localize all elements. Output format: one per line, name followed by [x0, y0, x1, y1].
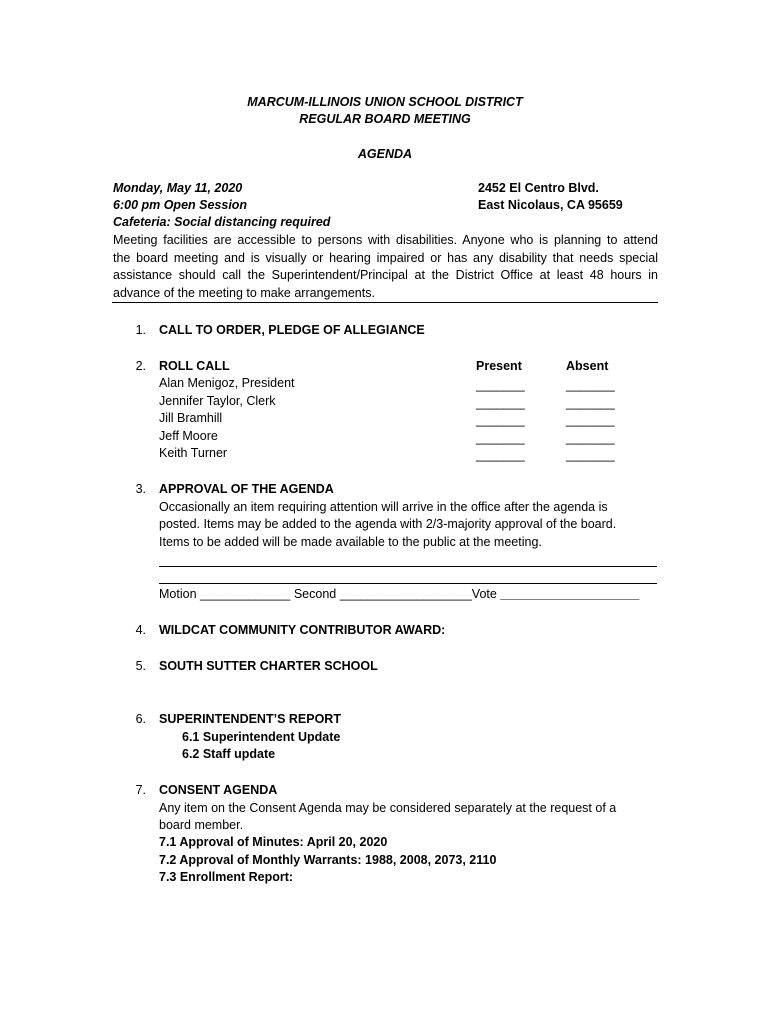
item-7-2: 7.2 Approval of Monthly Warrants: 1988, 2008, 2073, 2110 — [159, 853, 497, 867]
address-line-2: East Nicolaus, CA 95659 — [478, 198, 623, 212]
agenda-additions-line-1[interactable] — [159, 566, 657, 567]
roll-member-2: Jennifer Taylor, Clerk — [159, 394, 276, 408]
motion-line — [159, 586, 639, 603]
absent-header: Absent — [566, 359, 609, 373]
item-3-text-1: Occasionally an item requiring attention will arrive in the office after the agenda is — [159, 500, 608, 514]
item-7-text-1: Any item on the Consent Agenda may be considered separately at the request of a — [159, 801, 617, 815]
vote-blank[interactable]: ____________________ — [500, 587, 640, 601]
present-blank-1[interactable]: _______ — [476, 378, 525, 392]
item-3-number: 3. — [135, 482, 146, 496]
item-7-3: 7.3 Enrollment Report: — [159, 870, 294, 884]
item-5-number: 5. — [135, 659, 146, 673]
present-blank-2[interactable]: _______ — [476, 396, 525, 410]
item-2-number: 2. — [135, 359, 146, 373]
agenda-title: AGENDA — [357, 147, 413, 161]
present-blank-3[interactable]: _______ — [476, 413, 525, 427]
item-6-title: SUPERINTENDENT’S REPORT — [159, 712, 341, 726]
present-header: Present — [476, 359, 522, 373]
accessibility-line-1: Meeting facilities are accessible to persons with disabilities. Anyone who is planning to attend — [113, 233, 658, 247]
item-3-title: APPROVAL OF THE AGENDA — [159, 482, 334, 496]
item-6-2: 6.2 Staff update — [182, 747, 276, 761]
session-time: 6:00 pm Open Session — [113, 198, 248, 212]
roll-member-5: Keith Turner — [159, 446, 228, 460]
item-5-title: SOUTH SUTTER CHARTER SCHOOL — [159, 659, 378, 673]
agenda-additions-line-2[interactable] — [159, 583, 657, 584]
item-4-title: WILDCAT COMMUNITY CONTRIBUTOR AWARD: — [159, 623, 446, 637]
district-name: MARCUM-ILLINOIS UNION SCHOOL DISTRICT — [247, 95, 523, 109]
accessibility-line-3: assistance should call the Superintendent/Principal at the District Office at least 48 hours in — [113, 268, 658, 282]
roll-member-4: Jeff Moore — [159, 429, 218, 443]
item-6-number: 6. — [135, 712, 146, 726]
meeting-location: Cafeteria: Social distancing required — [113, 215, 331, 229]
item-1-title: CALL TO ORDER, PLEDGE OF ALLEGIANCE — [159, 323, 425, 337]
roll-member-1: Alan Menigoz, President — [159, 376, 295, 390]
item-7-number: 7. — [135, 783, 146, 797]
header-divider — [112, 302, 658, 303]
item-3-text-3: Items to be added will be made available to the public at the meeting. — [159, 535, 542, 549]
item-7-1: 7.1 Approval of Minutes: April 20, 2020 — [159, 835, 388, 849]
item-2-title: ROLL CALL — [159, 359, 230, 373]
item-4-number: 4. — [135, 623, 146, 637]
accessibility-line-4: advance of the meeting to make arrangements. — [113, 286, 375, 300]
absent-blank-2[interactable]: _______ — [566, 396, 615, 410]
accessibility-line-2: the board meeting and is visually or hearing impaired or has any disability that needs special — [113, 251, 658, 265]
meeting-title: REGULAR BOARD MEETING — [299, 112, 471, 126]
item-6-1: 6.1 Superintendent Update — [182, 730, 341, 744]
item-7-text-2: board member. — [159, 818, 244, 832]
absent-blank-4[interactable]: _______ — [566, 431, 615, 445]
motion-second-vote-text[interactable]: Motion _____________ Second ___________________Vote — [159, 587, 501, 601]
present-blank-5[interactable]: _______ — [476, 448, 525, 462]
absent-blank-1[interactable]: _______ — [566, 378, 615, 392]
absent-blank-3[interactable]: _______ — [566, 413, 615, 427]
meeting-date: Monday, May 11, 2020 — [113, 181, 243, 195]
address-line-1: 2452 El Centro Blvd. — [478, 181, 599, 195]
present-blank-4[interactable]: _______ — [476, 431, 525, 445]
item-7-title: CONSENT AGENDA — [159, 783, 278, 797]
roll-member-3: Jill Bramhill — [159, 411, 223, 425]
item-3-text-2: posted. Items may be added to the agenda with 2/3-majority approval of the board. — [159, 517, 617, 531]
absent-blank-5[interactable]: _______ — [566, 448, 615, 462]
item-1-number: 1. — [135, 323, 146, 337]
